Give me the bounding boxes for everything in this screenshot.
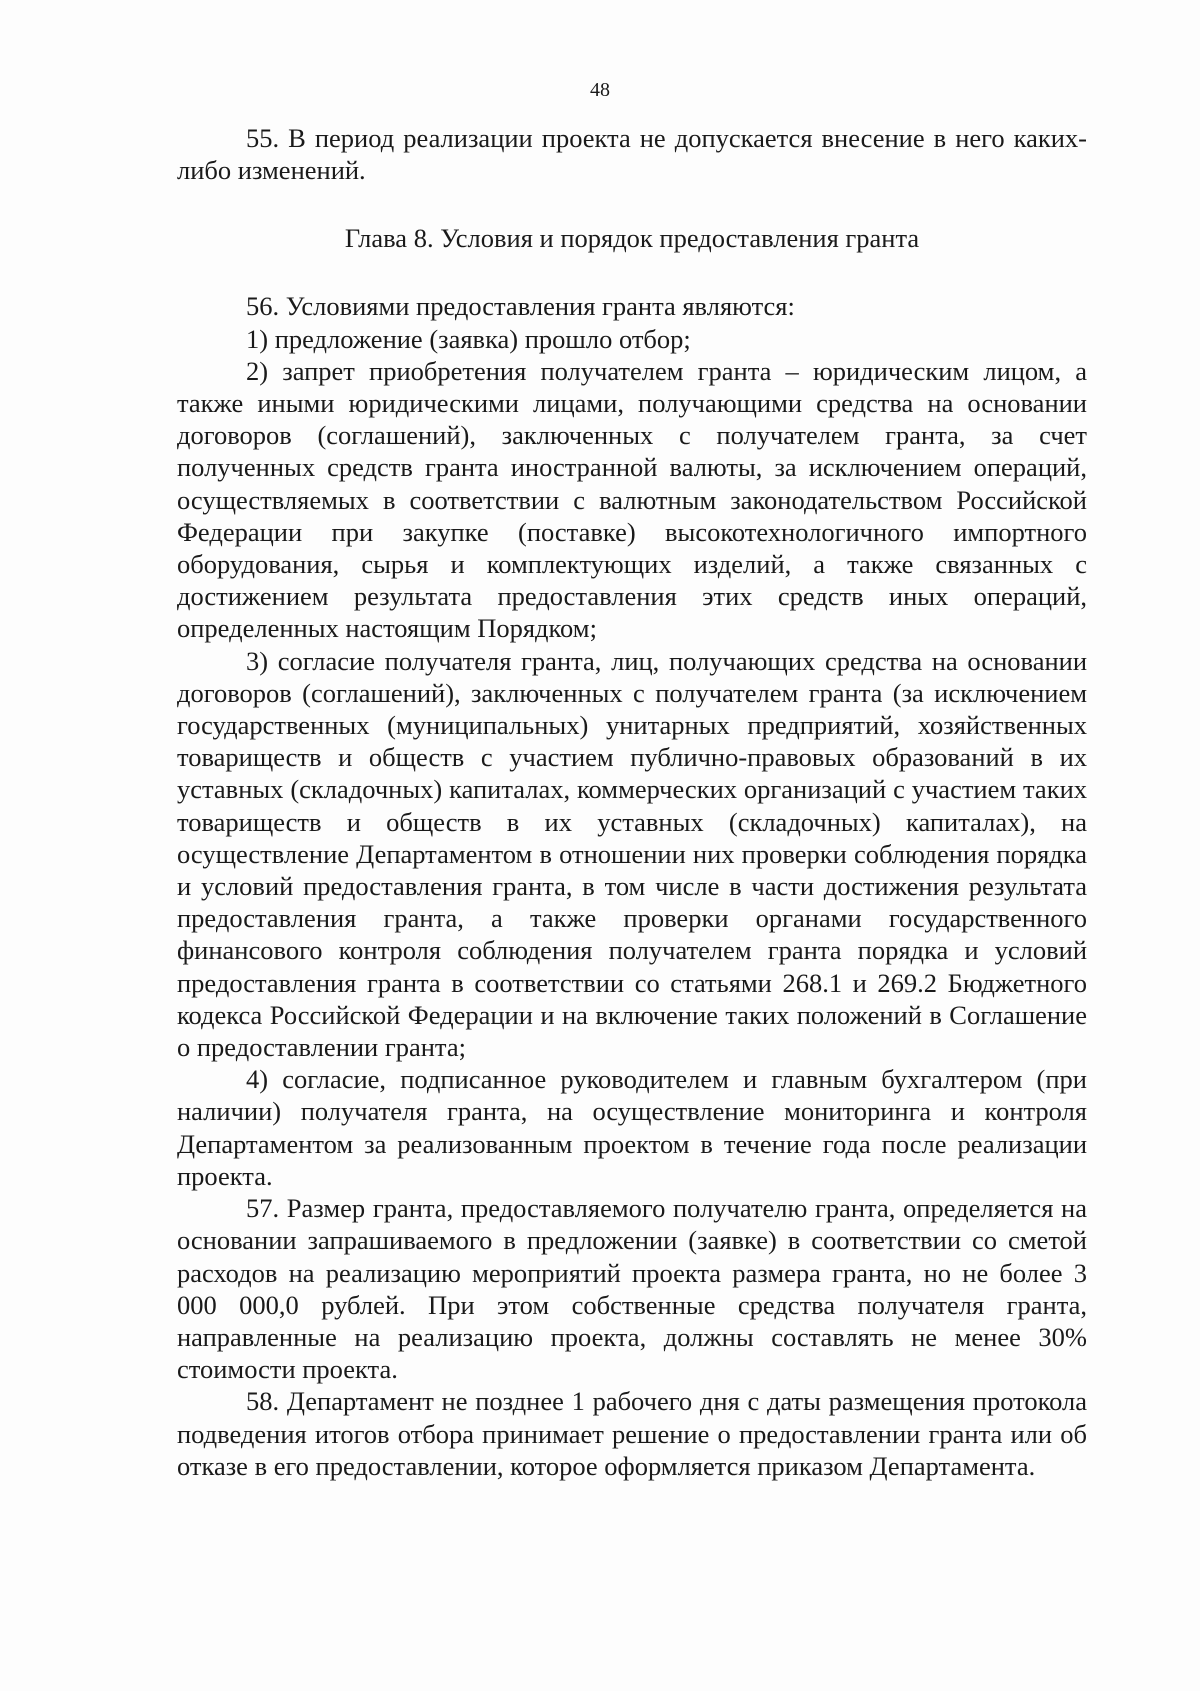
paragraph-56: 56. Условиями предоставления гранта являются: <box>246 291 795 322</box>
list-item-3: 3) согласие получателя гранта, лиц, получающих средства на основании договоров (соглашений), заключенных с получателем гранта (за исключением государственных (муниципальных) унитарных предприятий, хозяйственных товариществ и обществ с участием публично-правовых образований в их уставных (складочных) капиталах, коммерческих организаций с участием таких товариществ и обществ в их уставных (складочных) капиталах), на осуществление Департаментом в отношении них проверки соблюдения порядка и условий предоставления гранта, в том числе в части достижения результата предоставления гранта, а также проверки органами государственного финансового контроля соблюдения получателем гранта порядка и условий предоставления гранта в соответствии со статьями 268.1 и 269.2 Бюджетного кодекса Российской Федерации и на включение таких положений в Соглашение о предоставлении гранта; <box>177 645 1087 1063</box>
chapter-heading: Глава 8. Условия и порядок предоставления гранта <box>344 223 920 254</box>
document-body <box>177 122 1087 1482</box>
paragraph-57: 57. Размер гранта, предоставляемого получателю гранта, определяется на основании запрашиваемого в предложении (заявке) в соответствии со сметой расходов на реализацию мероприятий проекта размера гранта, но не более 3 000 000,0 рублей. При этом собственные средства получателя гранта, направленные на реализацию проекта, должны составлять не менее 30% стоимости проекта. <box>177 1193 1087 1385</box>
list-item-2: 2) запрет приобретения получателем гранта – юридическим лицом, а также иными юридическими лицами, получающими средства на основании договоров (соглашений), заключенных с получателем гранта, за счет полученных средств гранта иностранной валюты, за исключением операций, осуществляемых в соответствии с валютным законодательством Российской Федерации при закупке (поставке) высокотехнологичного импортного оборудования, сырья и комплектующих изделий, а также связанных с достижением результата предоставления этих средств иных операций, определенных настоящим Порядком; <box>177 355 1087 644</box>
paragraph-58: 58. Департамент не позднее 1 рабочего дня с даты размещения протокола подведения итогов отбора принимает решение о предоставлении гранта или об отказе в его предоставлении, которое оформляется приказом Департамента. <box>177 1386 1087 1481</box>
list-item-4: 4) согласие, подписанное руководителем и главным бухгалтером (при наличии) получателя гранта, на осуществление мониторинга и контроля Департаментом за реализованным проектом в течение года после реализации проекта. <box>177 1064 1087 1191</box>
paragraph-55: 55. В период реализации проекта не допускается внесение в него каких-либо изменений. <box>177 123 1087 186</box>
page-number: 48 <box>590 79 610 101</box>
list-item-1: 1) предложение (заявка) прошло отбор; <box>246 323 691 354</box>
